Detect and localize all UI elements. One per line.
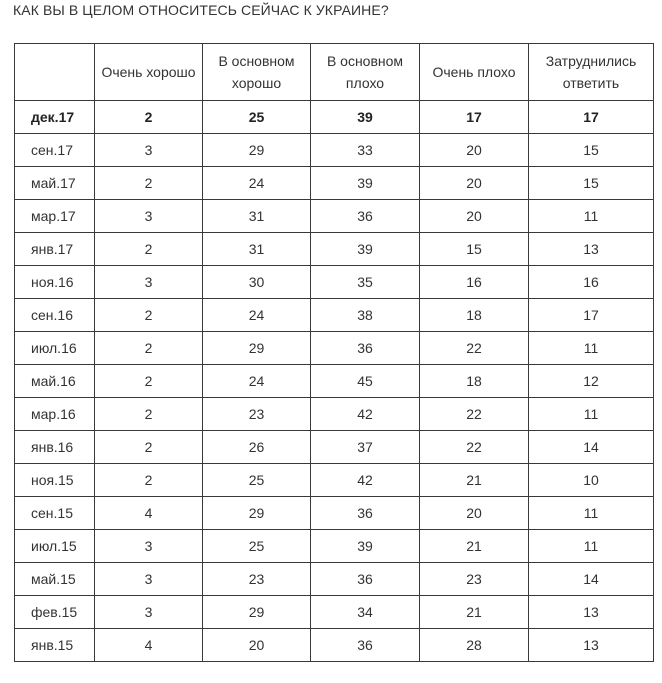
cell-very-bad: 23 — [420, 563, 529, 596]
cell-period: май.16 — [15, 365, 95, 398]
table-row — [15, 332, 654, 365]
cell-very-good: 3 — [95, 200, 203, 233]
cell-period: мар.16 — [15, 398, 95, 431]
cell-very-bad: 18 — [420, 299, 529, 332]
cell-mostly-good: 31 — [203, 200, 311, 233]
column-header-period — [15, 44, 95, 101]
cell-very-bad: 17 — [420, 101, 529, 134]
cell-undecided: 17 — [529, 101, 654, 134]
table-row — [15, 497, 654, 530]
cell-very-good: 2 — [95, 167, 203, 200]
cell-mostly-good: 23 — [203, 398, 311, 431]
cell-mostly-good: 24 — [203, 167, 311, 200]
cell-mostly-good: 29 — [203, 134, 311, 167]
cell-mostly-good: 29 — [203, 332, 311, 365]
cell-mostly-good: 25 — [203, 530, 311, 563]
table-row — [15, 398, 654, 431]
cell-undecided: 11 — [529, 530, 654, 563]
cell-very-good: 3 — [95, 530, 203, 563]
cell-undecided: 15 — [529, 134, 654, 167]
cell-mostly-bad: 36 — [311, 332, 420, 365]
cell-very-good: 2 — [95, 398, 203, 431]
cell-undecided: 15 — [529, 167, 654, 200]
cell-mostly-good: 30 — [203, 266, 311, 299]
cell-very-good: 2 — [95, 332, 203, 365]
cell-very-bad: 22 — [420, 398, 529, 431]
cell-undecided: 11 — [529, 398, 654, 431]
cell-very-bad: 20 — [420, 200, 529, 233]
cell-very-good: 2 — [95, 365, 203, 398]
cell-period: сен.17 — [15, 134, 95, 167]
cell-mostly-bad: 45 — [311, 365, 420, 398]
cell-undecided: 10 — [529, 464, 654, 497]
cell-undecided: 16 — [529, 266, 654, 299]
cell-mostly-good: 26 — [203, 431, 311, 464]
cell-period: июл.16 — [15, 332, 95, 365]
table-row — [15, 101, 654, 134]
cell-undecided: 14 — [529, 431, 654, 464]
cell-mostly-bad: 34 — [311, 596, 420, 629]
table-row — [15, 464, 654, 497]
cell-mostly-good: 31 — [203, 233, 311, 266]
cell-mostly-good: 24 — [203, 299, 311, 332]
cell-very-bad: 18 — [420, 365, 529, 398]
cell-very-bad: 20 — [420, 134, 529, 167]
cell-very-bad: 21 — [420, 530, 529, 563]
cell-period: янв.17 — [15, 233, 95, 266]
cell-mostly-bad: 36 — [311, 629, 420, 662]
cell-undecided: 11 — [529, 497, 654, 530]
cell-period: май.15 — [15, 563, 95, 596]
cell-very-bad: 21 — [420, 464, 529, 497]
survey-table — [14, 43, 654, 662]
cell-period: сен.15 — [15, 497, 95, 530]
cell-very-good: 2 — [95, 464, 203, 497]
cell-very-bad: 20 — [420, 497, 529, 530]
cell-period: май.17 — [15, 167, 95, 200]
cell-undecided: 14 — [529, 563, 654, 596]
cell-very-good: 2 — [95, 233, 203, 266]
table-row — [15, 563, 654, 596]
cell-very-bad: 22 — [420, 431, 529, 464]
cell-undecided: 11 — [529, 332, 654, 365]
cell-period: ноя.16 — [15, 266, 95, 299]
cell-mostly-bad: 36 — [311, 563, 420, 596]
cell-mostly-bad: 42 — [311, 398, 420, 431]
cell-mostly-bad: 35 — [311, 266, 420, 299]
cell-period: сен.16 — [15, 299, 95, 332]
cell-mostly-bad: 39 — [311, 101, 420, 134]
cell-undecided: 13 — [529, 596, 654, 629]
cell-very-good: 3 — [95, 596, 203, 629]
table-row — [15, 596, 654, 629]
cell-mostly-bad: 33 — [311, 134, 420, 167]
cell-period: янв.15 — [15, 629, 95, 662]
table-row — [15, 134, 654, 167]
cell-mostly-good: 20 — [203, 629, 311, 662]
table-body — [15, 101, 654, 662]
cell-very-bad: 16 — [420, 266, 529, 299]
header-row — [15, 44, 654, 101]
cell-period: ноя.15 — [15, 464, 95, 497]
cell-very-bad: 28 — [420, 629, 529, 662]
cell-mostly-bad: 38 — [311, 299, 420, 332]
table-row — [15, 266, 654, 299]
table-row — [15, 530, 654, 563]
column-header-undecided: Затруднились ответить — [529, 44, 654, 101]
cell-very-bad: 20 — [420, 167, 529, 200]
cell-undecided: 12 — [529, 365, 654, 398]
cell-mostly-good: 24 — [203, 365, 311, 398]
cell-very-bad: 15 — [420, 233, 529, 266]
cell-mostly-bad: 39 — [311, 530, 420, 563]
cell-very-bad: 22 — [420, 332, 529, 365]
page-title: КАК ВЫ В ЦЕЛОМ ОТНОСИТЕСЬ СЕЙЧАС К УКРАИНЕ? — [13, 2, 389, 18]
table-row — [15, 299, 654, 332]
cell-very-bad: 21 — [420, 596, 529, 629]
table-row — [15, 365, 654, 398]
cell-very-good: 2 — [95, 299, 203, 332]
cell-period: июл.15 — [15, 530, 95, 563]
column-header-very-bad: Очень плохо — [420, 44, 529, 101]
cell-period: дек.17 — [15, 101, 95, 134]
cell-undecided: 11 — [529, 200, 654, 233]
cell-mostly-bad: 37 — [311, 431, 420, 464]
table-row — [15, 167, 654, 200]
cell-mostly-good: 25 — [203, 101, 311, 134]
cell-mostly-bad: 39 — [311, 233, 420, 266]
column-header-mostly-bad: В основном плохо — [311, 44, 420, 101]
cell-undecided: 13 — [529, 233, 654, 266]
cell-very-good: 2 — [95, 431, 203, 464]
cell-mostly-bad: 39 — [311, 167, 420, 200]
cell-very-good: 3 — [95, 134, 203, 167]
cell-mostly-good: 29 — [203, 497, 311, 530]
cell-mostly-good: 29 — [203, 596, 311, 629]
cell-very-good: 4 — [95, 629, 203, 662]
cell-mostly-bad: 36 — [311, 200, 420, 233]
table-row — [15, 200, 654, 233]
cell-very-good: 4 — [95, 497, 203, 530]
cell-period: фев.15 — [15, 596, 95, 629]
cell-mostly-good: 25 — [203, 464, 311, 497]
table-row — [15, 233, 654, 266]
cell-very-good: 3 — [95, 563, 203, 596]
cell-period: мар.17 — [15, 200, 95, 233]
cell-undecided: 17 — [529, 299, 654, 332]
cell-mostly-bad: 36 — [311, 497, 420, 530]
table-row — [15, 629, 654, 662]
table-row — [15, 431, 654, 464]
cell-undecided: 13 — [529, 629, 654, 662]
cell-period: янв.16 — [15, 431, 95, 464]
cell-mostly-good: 23 — [203, 563, 311, 596]
cell-very-good: 2 — [95, 101, 203, 134]
column-header-very-good: Очень хорошо — [95, 44, 203, 101]
cell-very-good: 3 — [95, 266, 203, 299]
column-header-mostly-good: В основном хорошо — [203, 44, 311, 101]
cell-mostly-bad: 42 — [311, 464, 420, 497]
